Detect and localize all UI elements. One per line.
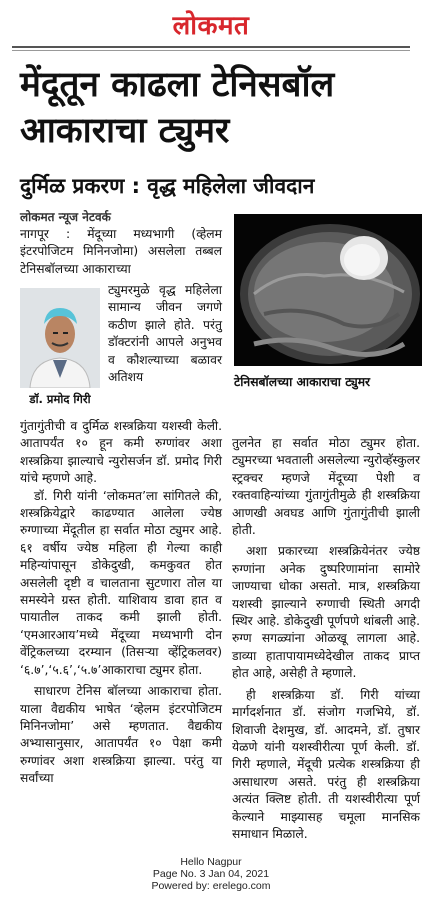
headline-line-1: मेंदूतून काढला टेनिसबॉल (20, 65, 335, 105)
divider (12, 46, 410, 48)
paragraph-intro: नागपूर : मेंदूच्या मध्यभागी (व्हेलम इंटरपोजिटम मिनिनजोमा) असलेला तब्बल टेनिसबॉलच्या आकाराच्या (20, 227, 222, 276)
person-icon (20, 288, 100, 388)
paragraph-1-continued: गुंतागुंतीची व दुर्मिळ शस्त्रक्रिया यशस्वी केली. आतापर्यंत १० हून कमी रुग्णांवर अशा शस्त्रक्रिया झाल्याचे न्युरोसर्जन डॉ. प्रमोद गिरी यांचे म्हणणे आहे. (20, 419, 222, 486)
mri-brain-icon (234, 214, 422, 366)
column-2-body (232, 435, 420, 843)
masthead (0, 6, 422, 42)
footer-powered-by: Powered by: erelego.com (151, 880, 271, 892)
doctor-photo-caption: डॉ. प्रमोद गिरी (29, 392, 91, 406)
headline-line-2: आकाराचा ट्युमर (20, 111, 230, 151)
paragraph-5: अशा प्रकारच्या शस्त्रक्रियेनंतर ज्येष्ठ रुग्णांना अनेक दुष्परिणामांना सामोरे जाण्याचा धोका असतो. मात्र, शस्त्रक्रिया यशस्वी झाल्याने रुग्णाची स्थिती अगदी स्थिर आहे. डोकेदुखी पूर्णपणे थांबली आहे. रुग्ण सगळ्यांना ओळखू लागला आहे. डाव्या हातापायामध्येदेखील ताकद प्राप्त होत आहे, असेही ते म्हणाले. (232, 544, 420, 681)
column-1-body (20, 418, 222, 788)
divider (12, 50, 410, 51)
mri-scan-image (234, 214, 422, 366)
column-1-intro (20, 226, 222, 278)
paragraph-3: साधारण टेनिस बॉलच्या आकाराचा होता. याला वैद्यकीय भाषेत ‘व्हेलम इंटरपोजिटम मिनिनजोमा’ असे म्हणतात. वैद्यकीय अभ्यासानुसार, आतापर्यंत १० पेक्षा कमी रुग्णांवर अशा शस्त्रक्रिया झाल्या. परंतु या सर्वांच्या (20, 684, 222, 786)
article-headline (20, 62, 415, 154)
paragraph-2: डॉ. गिरी यांनी ‘लोकमत’ला सांगितले की, शस्त्रक्रियेद्वारे काढण्यात आलेला ज्येष्ठ रुग्णाच्या मेंदूतील हा सर्वात मोठा ट्युमर आहे. ६१ वर्षीय ज्येष्ठ महिला ही गेल्या काही महिन्यांपासून डोकेदुखी, कमकुवत होत असलेली दृष्टी व चालताना सुटणारा तोल या समस्येने ग्रस्त होती. याशिवाय डावा हात व पायातील ताकद कमी झाली होती. ‘एमआरआय’मध्ये मेंदूच्या मध्यभागी दोन वेंट्रिकलच्या दरम्यान (तिसऱ्या व्हेंट्रिकलवर) ‘६.७’,‘५.६’,‘५.७’आकाराचा ट्युमर होता. (20, 488, 222, 677)
mri-caption: टेनिसबॉलच्या आकाराचा ट्युमर (234, 375, 371, 389)
column-1-wrap-text: ट्युमरमुळे वृद्ध महिलेला सामान्य जीवन जगणे कठीण झाले होते. परंतु डॉक्टरांनी आपले अनुभव व कौशल्याच्या बळावर अतिशय (108, 283, 222, 385)
newspaper-logo: लोकमत (172, 11, 250, 41)
article-subheadline: दुर्मिळ प्रकरण : वृद्ध महिलेला जीवदान (20, 174, 315, 198)
paragraph-6: ही शस्त्रक्रिया डॉ. गिरी यांच्या मार्गदर्शनात डॉ. संजोग गजभिये, डॉ. शिवाजी देशमुख, डॉ. आदमने, डॉ. तुषार येळणे यांनी यशस्वीरीत्या पूर्ण केली. डॉ. गिरी म्हणाले, मेंदूची प्रत्येक शस्त्रक्रिया ही असाधारण असते. परंतु ही शस्त्रक्रिया अत्यंत क्लिष्ट होती. ती यशस्वीरीत्या पूर्ण केल्याने माझ्यासह चमूला मानसिक समाधान मिळाले. (232, 687, 420, 841)
byline: लोकमत न्यूज नेटवर्क (20, 210, 111, 224)
footer-page-date: Page No. 3 Jan 04, 2021 (152, 868, 270, 880)
paragraph-4: तुलनेत हा सर्वात मोठा ट्युमर होता. ट्युमरच्या भवताली असलेल्या न्युरोव्हॅस्कुलर स्ट्रक्चर म्हणजे मेंदूच्या पेशी व रक्तवाहिन्यांच्या गुंतागुंतीमुळे ही शस्त्रक्रिया आणखी अवघड आणि गुंतागुंतीची झाली होती. (232, 436, 420, 538)
doctor-portrait-photo (20, 288, 100, 388)
footer-publication: Hello Nagpur (180, 856, 242, 868)
